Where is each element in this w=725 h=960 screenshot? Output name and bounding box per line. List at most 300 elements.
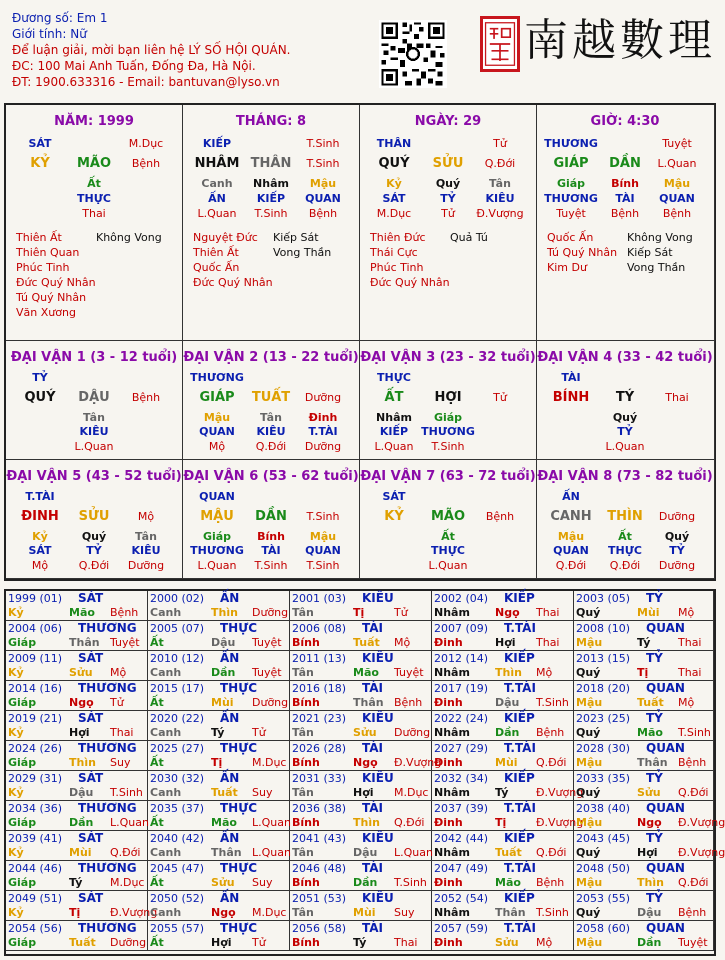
year-star: TỶ bbox=[646, 891, 663, 905]
year-stage: Q.Đới bbox=[536, 846, 567, 859]
hidden-can: Nhâm bbox=[376, 411, 412, 424]
year-chi: Hợi bbox=[69, 726, 90, 739]
year-star: THƯƠNG bbox=[78, 861, 137, 875]
year-can: Đinh bbox=[434, 936, 463, 949]
year-star: KIÊU bbox=[362, 591, 394, 605]
year-chi: Thân bbox=[353, 696, 384, 709]
year-label: 2037 (39) bbox=[434, 802, 489, 815]
dai-van-stage: Dưỡng bbox=[658, 510, 696, 523]
year-cell bbox=[574, 891, 714, 921]
year-stage: Thai bbox=[536, 636, 560, 649]
year-star: KIÊU bbox=[362, 831, 394, 845]
year-can: Ất bbox=[150, 936, 164, 949]
year-label: 2057 (59) bbox=[434, 922, 489, 935]
special-star: Kiếp Sát bbox=[627, 246, 673, 259]
year-stage: M.Dục bbox=[252, 756, 287, 769]
year-label: 2030 (32) bbox=[150, 772, 205, 785]
year-star: KIẾP bbox=[504, 591, 535, 605]
hidden-stage: T.Sinh bbox=[431, 440, 465, 453]
pillar-top-star: THÂN bbox=[376, 137, 412, 150]
special-star: Phúc Tinh bbox=[16, 261, 70, 274]
year-chi: Thân bbox=[637, 756, 668, 769]
year-stage: T.Sinh bbox=[536, 696, 569, 709]
year-can: Ất bbox=[150, 756, 164, 769]
year-stage: Q.Đới bbox=[394, 816, 425, 829]
special-star: Văn Xương bbox=[16, 306, 76, 319]
year-stage: M.Dục bbox=[394, 786, 429, 799]
year-can: Kỷ bbox=[8, 906, 24, 919]
year-chi: Tị bbox=[637, 666, 649, 679]
special-star: Quốc Ấn bbox=[193, 261, 240, 274]
year-star: QUAN bbox=[646, 741, 685, 755]
dai-van-cell bbox=[6, 341, 183, 460]
year-label: 2005 (07) bbox=[150, 622, 205, 635]
year-label: 2013 (15) bbox=[576, 652, 631, 665]
hidden-star: KIẾP bbox=[256, 192, 286, 205]
year-cell bbox=[148, 801, 290, 831]
year-cell bbox=[6, 801, 148, 831]
dai-van-chi: DẦN bbox=[255, 509, 287, 524]
hidden-star: QUAN bbox=[659, 192, 695, 205]
year-chi: Thìn bbox=[69, 756, 96, 769]
special-star: Vong Thần bbox=[627, 261, 686, 274]
year-can: Đinh bbox=[434, 696, 463, 709]
year-chi: Dậu bbox=[495, 696, 520, 709]
year-stage: Q.Đới bbox=[536, 756, 567, 769]
year-chi: Ngọ bbox=[69, 696, 94, 709]
year-can: Quý bbox=[576, 906, 601, 919]
dai-van-can: ẤT bbox=[384, 390, 404, 405]
year-star: THỰC bbox=[220, 741, 258, 755]
year-star: TỶ bbox=[646, 831, 663, 845]
year-stage: Tuyệt bbox=[678, 936, 708, 949]
year-label: 2044 (46) bbox=[8, 862, 63, 875]
dai-van-stage: T.Sinh bbox=[306, 510, 340, 523]
hidden-star: KIÊU bbox=[131, 544, 161, 557]
year-stage: Tử bbox=[252, 726, 266, 739]
year-star: TÀI bbox=[362, 741, 384, 755]
year-cell bbox=[148, 771, 290, 801]
hidden-stage: Thai bbox=[82, 207, 106, 220]
dai-van-stage: Mộ bbox=[137, 510, 155, 523]
hidden-can: Tân bbox=[135, 530, 157, 543]
pillar-cell bbox=[537, 105, 715, 341]
hidden-star: KIÊU bbox=[256, 425, 286, 438]
dai-van-can: BÍNH bbox=[552, 390, 590, 405]
year-chi: Dần bbox=[637, 936, 662, 949]
year-label: 1999 (01) bbox=[8, 592, 63, 605]
year-cell bbox=[148, 591, 290, 621]
year-star: ẤN bbox=[220, 591, 240, 605]
special-star: Quả Tú bbox=[450, 231, 488, 244]
hidden-star: TÀI bbox=[615, 192, 635, 205]
year-cell bbox=[148, 891, 290, 921]
year-stage: L.Quan bbox=[110, 816, 149, 829]
special-star: Không Vong bbox=[627, 231, 693, 244]
hidden-can: Ất bbox=[441, 530, 455, 543]
year-can: Canh bbox=[150, 846, 182, 859]
dai-van-star: QUAN bbox=[199, 490, 235, 503]
pillar-chi: SỬU bbox=[432, 156, 464, 171]
year-chi: Mùi bbox=[211, 696, 234, 709]
year-label: 2053 (55) bbox=[576, 892, 631, 905]
year-can: Canh bbox=[150, 906, 182, 919]
hidden-star: KIÊU bbox=[79, 425, 109, 438]
special-star: Đức Quý Nhân bbox=[193, 276, 273, 289]
dai-van-title: ĐẠI VẬN 1 (3 - 12 tuổi) bbox=[10, 350, 178, 365]
year-chi: Ngọ bbox=[495, 606, 520, 619]
dai-van-can: GIÁP bbox=[199, 390, 235, 405]
year-cell bbox=[148, 651, 290, 681]
year-label: 2031 (33) bbox=[292, 772, 347, 785]
dai-van-title: ĐẠI VẬN 7 (63 - 72 tuổi) bbox=[360, 469, 536, 484]
year-stage: Q.Đới bbox=[678, 876, 709, 889]
year-stage: Đ.Vượng bbox=[678, 816, 725, 829]
year-star: SÁT bbox=[78, 771, 104, 785]
pillar-can: QUÝ bbox=[378, 156, 410, 171]
year-cell bbox=[574, 801, 725, 831]
hidden-can: Mậu bbox=[663, 177, 691, 190]
year-stage: Tử bbox=[252, 936, 266, 949]
year-cell bbox=[574, 831, 725, 861]
hidden-star: TỶ bbox=[440, 192, 456, 205]
year-star: KIẾP bbox=[504, 771, 535, 785]
year-can: Kỷ bbox=[8, 786, 24, 799]
year-star: TỶ bbox=[646, 771, 663, 785]
hidden-star: KIẾP bbox=[379, 425, 409, 438]
hidden-can: Giáp bbox=[202, 530, 232, 543]
year-chi: Thìn bbox=[637, 876, 664, 889]
year-can: Mậu bbox=[576, 696, 603, 709]
year-star: TỶ bbox=[646, 591, 663, 605]
year-chi: Thìn bbox=[495, 666, 522, 679]
year-stage: L.Quan bbox=[394, 846, 433, 859]
year-star: THƯƠNG bbox=[78, 681, 137, 695]
year-chi: Dần bbox=[211, 666, 236, 679]
year-cell bbox=[432, 891, 574, 921]
year-label: 2040 (42) bbox=[150, 832, 205, 845]
pillar-top-stage: Tuyệt bbox=[662, 137, 692, 150]
year-label: 2009 (11) bbox=[8, 652, 63, 665]
year-label: 2038 (40) bbox=[576, 802, 631, 815]
hidden-can: Kỷ bbox=[32, 530, 48, 543]
year-chi: Dần bbox=[69, 816, 94, 829]
year-stage: Bệnh bbox=[110, 606, 139, 619]
dai-van-chi: THÌN bbox=[607, 509, 643, 524]
year-chi: Thân bbox=[495, 906, 526, 919]
year-star: T.TÀI bbox=[504, 621, 536, 635]
year-chi: Tý bbox=[353, 936, 367, 949]
hidden-stage: T.Sinh bbox=[306, 559, 340, 572]
year-label: 2015 (17) bbox=[150, 682, 205, 695]
year-stage: Đ.Vượng bbox=[536, 786, 584, 799]
year-stage: Mộ bbox=[110, 666, 127, 679]
year-label: 2008 (10) bbox=[576, 622, 631, 635]
year-star: THƯƠNG bbox=[78, 921, 137, 935]
year-cell bbox=[432, 591, 574, 621]
yearly-table bbox=[4, 589, 725, 956]
year-cell bbox=[290, 801, 432, 831]
year-cell bbox=[574, 861, 714, 891]
year-can: Bính bbox=[292, 636, 320, 649]
year-label: 2012 (14) bbox=[434, 652, 489, 665]
year-stage: Q.Đới bbox=[110, 846, 141, 859]
year-can: Nhâm bbox=[434, 606, 470, 619]
year-star: QUAN bbox=[646, 921, 685, 935]
pillar-top-star: KIẾP bbox=[202, 137, 232, 150]
year-star: KIẾP bbox=[504, 651, 535, 665]
year-stage: Đ.Vượng bbox=[678, 846, 725, 859]
year-cell bbox=[290, 771, 432, 801]
special-star: Đức Quý Nhân bbox=[16, 276, 96, 289]
year-stage: Tử bbox=[394, 606, 408, 619]
year-label: 2010 (12) bbox=[150, 652, 205, 665]
year-label: 2021 (23) bbox=[292, 712, 347, 725]
hidden-star: TỶ bbox=[669, 544, 685, 557]
year-star: T.TÀI bbox=[504, 861, 536, 875]
year-chi: Ngọ bbox=[637, 816, 662, 829]
year-chi: Mão bbox=[495, 876, 521, 889]
dai-van-cell bbox=[183, 341, 360, 460]
year-chi: Tý bbox=[495, 786, 509, 799]
year-chi: Tuất bbox=[211, 786, 238, 799]
year-cell bbox=[290, 651, 432, 681]
year-stage: T.Sinh bbox=[536, 906, 569, 919]
year-chi: Mùi bbox=[495, 756, 518, 769]
dai-van-star: THỰC bbox=[377, 371, 411, 384]
year-cell bbox=[6, 771, 148, 801]
dai-van-cell bbox=[183, 460, 360, 579]
year-can: Kỷ bbox=[8, 726, 24, 739]
year-label: 2002 (04) bbox=[434, 592, 489, 605]
year-can: Tân bbox=[292, 666, 314, 679]
subject-name: Đương số: Em 1 bbox=[12, 11, 108, 25]
hidden-stage: Tử bbox=[441, 207, 455, 220]
pillar-title: THÁNG: 8 bbox=[235, 114, 307, 129]
year-can: Tân bbox=[292, 786, 314, 799]
year-stage: Dưỡng bbox=[110, 936, 147, 949]
hidden-can: Quý bbox=[612, 411, 638, 424]
year-can: Đinh bbox=[434, 756, 463, 769]
year-cell bbox=[6, 891, 158, 921]
year-can: Tân bbox=[292, 606, 314, 619]
dai-van-stage: Tử bbox=[493, 391, 507, 404]
dai-van-can: CANH bbox=[550, 509, 592, 524]
dai-van-chi: MÃO bbox=[430, 509, 466, 524]
pillar-top-star: SÁT bbox=[28, 137, 52, 150]
pillar-can: GIÁP bbox=[553, 156, 589, 171]
year-can: Canh bbox=[150, 666, 182, 679]
hidden-star: QUAN bbox=[305, 192, 341, 205]
year-label: 2041 (43) bbox=[292, 832, 347, 845]
dai-van-can: MẬU bbox=[200, 509, 234, 524]
dai-van-stage: Thai bbox=[665, 391, 689, 404]
year-can: Kỷ bbox=[8, 606, 24, 619]
year-chi: Mão bbox=[69, 606, 95, 619]
year-can: Mậu bbox=[576, 636, 603, 649]
dai-van-title: ĐẠI VẬN 6 (53 - 62 tuổi) bbox=[183, 469, 359, 484]
year-chi: Thân bbox=[69, 636, 100, 649]
year-star: ẤN bbox=[220, 771, 240, 785]
year-can: Nhâm bbox=[434, 786, 470, 799]
pillar-cell bbox=[183, 105, 360, 341]
year-cell bbox=[6, 591, 148, 621]
hidden-stage: L.Quan bbox=[428, 559, 468, 572]
year-can: Ất bbox=[150, 876, 164, 889]
year-star: THỰC bbox=[220, 801, 258, 815]
year-star: KIẾP bbox=[504, 831, 535, 845]
year-cell bbox=[432, 681, 574, 711]
year-label: 2029 (31) bbox=[8, 772, 63, 785]
year-cell bbox=[290, 681, 432, 711]
year-label: 2056 (58) bbox=[292, 922, 347, 935]
pillar-cell bbox=[6, 105, 183, 341]
pillar-can: NHÂM bbox=[194, 156, 240, 171]
hidden-can: Mậu bbox=[203, 411, 231, 424]
special-star: Thiên Quan bbox=[16, 246, 80, 259]
year-star: QUAN bbox=[646, 861, 685, 875]
year-stage: Thai bbox=[110, 726, 134, 739]
year-chi: Tị bbox=[69, 906, 81, 919]
year-cell bbox=[432, 831, 574, 861]
hidden-can: Quý bbox=[664, 530, 690, 543]
year-label: 2035 (37) bbox=[150, 802, 205, 815]
pillar-chi-stage: T.Sinh bbox=[306, 157, 340, 170]
hidden-can: Ất bbox=[87, 177, 101, 190]
brand-logo: 南越數理 bbox=[524, 15, 716, 66]
year-stage: Bệnh bbox=[678, 756, 707, 769]
year-star: THƯƠNG bbox=[78, 621, 137, 635]
year-star: KIẾP bbox=[504, 891, 535, 905]
contact-phone-email: ĐT: 1900.633316 - Email: bantuvan@lyso.vn bbox=[12, 75, 280, 89]
year-cell bbox=[432, 621, 574, 651]
hidden-can: Mậu bbox=[309, 177, 337, 190]
hidden-star: THƯƠNG bbox=[421, 425, 475, 438]
hidden-star: THỰC bbox=[431, 544, 465, 557]
hidden-stage: T.Sinh bbox=[254, 207, 288, 220]
year-star: ẤN bbox=[220, 831, 240, 845]
year-cell bbox=[432, 801, 584, 831]
year-cell bbox=[574, 771, 714, 801]
year-chi: Tý bbox=[637, 636, 651, 649]
year-label: 2014 (16) bbox=[8, 682, 63, 695]
year-label: 2049 (51) bbox=[8, 892, 63, 905]
hidden-can: Canh bbox=[201, 177, 233, 190]
hidden-can: Mậu bbox=[557, 530, 585, 543]
year-chi: Sửu bbox=[353, 726, 377, 739]
special-star: Kiếp Sát bbox=[273, 231, 319, 244]
year-stage: Bệnh bbox=[394, 696, 423, 709]
year-stage: Tuyệt bbox=[394, 666, 424, 679]
year-chi: Dậu bbox=[353, 846, 378, 859]
qr-code-icon[interactable] bbox=[379, 20, 447, 88]
year-label: 2043 (45) bbox=[576, 832, 631, 845]
pillar-chi: THÂN bbox=[250, 156, 292, 171]
hidden-can: Tân bbox=[489, 177, 511, 190]
year-stage: Tuyệt bbox=[252, 666, 282, 679]
year-chi: Hợi bbox=[495, 636, 516, 649]
year-chi: Sửu bbox=[637, 786, 661, 799]
year-label: 2051 (53) bbox=[292, 892, 347, 905]
year-can: Quý bbox=[576, 606, 601, 619]
dai-van-title: ĐẠI VẬN 2 (13 - 22 tuổi) bbox=[183, 350, 359, 365]
year-star: THƯƠNG bbox=[78, 741, 137, 755]
year-label: 2046 (48) bbox=[292, 862, 347, 875]
year-cell bbox=[574, 921, 714, 951]
year-cell bbox=[6, 741, 148, 771]
year-can: Ất bbox=[150, 696, 164, 709]
hidden-can: Bính bbox=[611, 177, 639, 190]
year-chi: Mão bbox=[353, 666, 379, 679]
pillar-top-stage: Tử bbox=[493, 137, 507, 150]
subject-gender: Giới tính: Nữ bbox=[12, 27, 87, 41]
year-cell bbox=[574, 711, 714, 741]
hidden-star: QUAN bbox=[199, 425, 235, 438]
year-cell bbox=[290, 921, 432, 951]
year-stage: Đ.Vượng bbox=[394, 756, 442, 769]
hidden-can: Mậu bbox=[309, 530, 337, 543]
dai-van-cell bbox=[537, 460, 715, 579]
hidden-can: Đinh bbox=[308, 411, 338, 424]
year-star: SÁT bbox=[78, 831, 104, 845]
year-cell bbox=[290, 621, 432, 651]
year-stage: Tử bbox=[110, 696, 124, 709]
year-cell bbox=[290, 591, 432, 621]
year-label: 2050 (52) bbox=[150, 892, 205, 905]
hidden-stage: L.Quan bbox=[605, 440, 645, 453]
year-chi: Mùi bbox=[353, 906, 376, 919]
year-stage: T.Sinh bbox=[678, 726, 711, 739]
year-star: SÁT bbox=[78, 711, 104, 725]
year-stage: Tuyệt bbox=[252, 636, 282, 649]
dai-van-chi: DẬU bbox=[78, 390, 110, 405]
hidden-can: Ất bbox=[618, 530, 632, 543]
year-star: THỰC bbox=[220, 621, 258, 635]
hidden-stage: Q.Đới bbox=[255, 440, 287, 453]
year-can: Đinh bbox=[434, 876, 463, 889]
year-can: Mậu bbox=[576, 756, 603, 769]
year-stage: Suy bbox=[110, 756, 131, 769]
year-star: TỶ bbox=[646, 651, 663, 665]
year-can: Ất bbox=[150, 636, 164, 649]
year-cell bbox=[574, 621, 714, 651]
year-chi: Tý bbox=[211, 726, 225, 739]
year-label: 2006 (08) bbox=[292, 622, 347, 635]
year-chi: Dậu bbox=[637, 906, 662, 919]
year-star: KIÊU bbox=[362, 711, 394, 725]
year-stage: M.Dục bbox=[252, 906, 287, 919]
dai-van-cell bbox=[360, 460, 537, 579]
year-can: Bính bbox=[292, 876, 320, 889]
year-stage: Đ.Vượng bbox=[536, 816, 584, 829]
year-star: SÁT bbox=[78, 891, 104, 905]
year-stage: Dưỡng bbox=[394, 726, 431, 739]
year-label: 2042 (44) bbox=[434, 832, 489, 845]
year-label: 2052 (54) bbox=[434, 892, 489, 905]
year-label: 2016 (18) bbox=[292, 682, 347, 695]
year-can: Quý bbox=[576, 666, 601, 679]
year-chi: Tuất bbox=[637, 696, 664, 709]
year-chi: Thìn bbox=[211, 606, 238, 619]
hidden-star: SÁT bbox=[28, 544, 52, 557]
year-can: Đinh bbox=[434, 636, 463, 649]
year-chi: Tý bbox=[69, 876, 83, 889]
year-chi: Dần bbox=[495, 726, 520, 739]
hidden-star: THƯƠNG bbox=[190, 544, 244, 557]
year-stage: Tuyệt bbox=[110, 636, 140, 649]
year-can: Bính bbox=[292, 756, 320, 769]
hidden-can: Tân bbox=[260, 411, 282, 424]
